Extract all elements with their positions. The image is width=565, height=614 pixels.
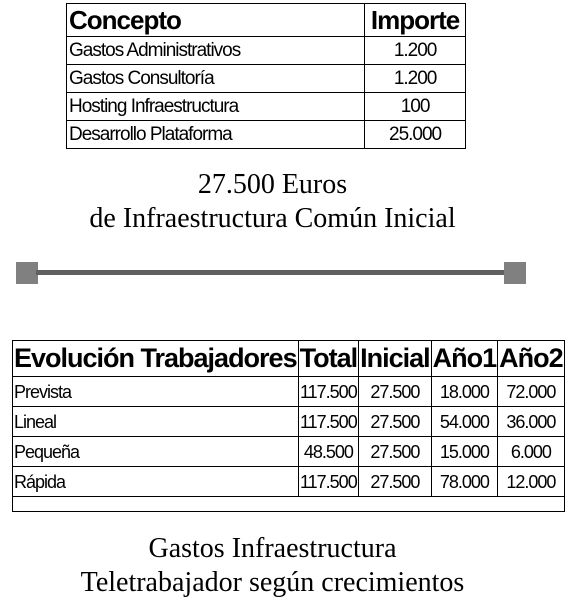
table-header-row (67, 4, 466, 37)
table-row (13, 467, 565, 497)
table-row (67, 37, 466, 65)
concept-cell: Hosting Infraestructura (67, 93, 365, 121)
value-cell: 48.500 (298, 437, 359, 467)
caption-line: 27.500 Euros (197, 169, 348, 200)
header-importe: Importe (365, 4, 466, 37)
header-ano1: Año1 (431, 341, 498, 377)
blank-cell (13, 497, 565, 512)
amount-cell: 100 (365, 93, 466, 121)
table-row (13, 407, 565, 437)
value-cell: 36.000 (498, 407, 565, 437)
header-ano2: Año2 (498, 341, 565, 377)
value-cell: 54.000 (431, 407, 498, 437)
table-row (13, 437, 565, 467)
scenario-cell: Prevista (13, 377, 299, 407)
header-inicial: Inicial (359, 341, 432, 377)
value-cell: 27.500 (359, 407, 432, 437)
amount-cell: 1.200 (365, 65, 466, 93)
value-cell: 6.000 (498, 437, 565, 467)
value-cell: 18.000 (431, 377, 498, 407)
amount-cell: 1.200 (365, 37, 466, 65)
table-row (13, 377, 565, 407)
scenario-cell: Lineal (13, 407, 299, 437)
table-row (67, 65, 466, 93)
value-cell: 15.000 (431, 437, 498, 467)
value-cell: 27.500 (359, 377, 432, 407)
scenario-cell: Pequeña (13, 437, 299, 467)
value-cell: 117.500 (298, 377, 359, 407)
value-cell: 27.500 (359, 437, 432, 467)
header-total: Total (298, 341, 359, 377)
table-row (67, 121, 466, 149)
value-cell: 78.000 (431, 467, 498, 497)
teleworker-costs-caption (0, 532, 545, 600)
divider-end-square (16, 262, 38, 284)
divider-end-square (504, 262, 526, 284)
caption-line: Gastos Infraestructura (148, 533, 397, 564)
worker-evolution-table (12, 340, 565, 512)
concept-cell: Desarrollo Plataforma (67, 121, 365, 149)
table-row (67, 93, 466, 121)
scenario-cell: Rápida (13, 467, 299, 497)
infrastructure-cost-table (66, 3, 466, 149)
header-concepto: Concepto (67, 4, 365, 37)
value-cell: 12.000 (498, 467, 565, 497)
value-cell: 117.500 (298, 467, 359, 497)
concept-cell: Gastos Consultoría (67, 65, 365, 93)
value-cell: 72.000 (498, 377, 565, 407)
header-evolucion: Evolución Trabajadores (13, 341, 299, 377)
divider-bar (36, 270, 506, 275)
amount-cell: 25.000 (365, 121, 466, 149)
infrastructure-total-caption (0, 168, 545, 236)
table-header-row (13, 341, 565, 377)
concept-cell: Gastos Administrativos (67, 37, 365, 65)
section-divider (16, 262, 526, 284)
value-cell: 27.500 (359, 467, 432, 497)
caption-line: Teletrabajador según crecimientos (80, 567, 465, 598)
caption-line: de Infraestructura Común Inicial (89, 203, 456, 234)
value-cell: 117.500 (298, 407, 359, 437)
table-blank-row (13, 497, 565, 512)
